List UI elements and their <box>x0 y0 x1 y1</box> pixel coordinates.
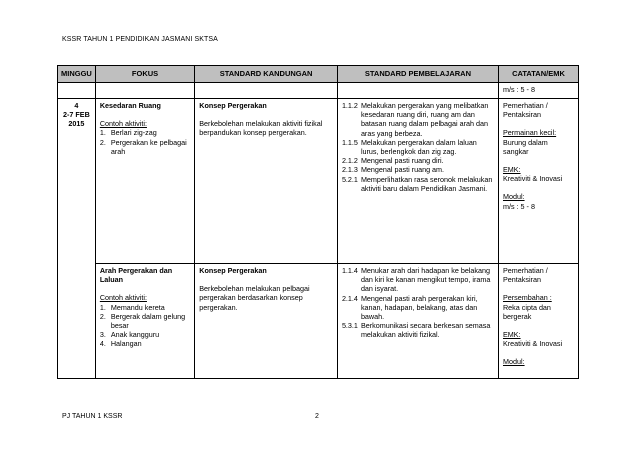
sp-item: 5.2.1 Memperlihatkan rasa seronok melakukan aktiviti baru dalam Pendidikan Jasmani. <box>341 174 493 193</box>
contoh-label: Contoh aktiviti: <box>99 119 147 129</box>
pemerhatian-text: Pemerhatian / Pentaksiran <box>502 266 548 285</box>
list-item: 1. Berlari zig-zag <box>99 128 157 138</box>
emk-text: Kreativiti & Inovasi <box>502 339 563 349</box>
cell-catatan <box>498 99 578 264</box>
emk-label: EMK: <box>502 165 521 175</box>
list-item: 2. Bergerak dalam gelung besar <box>99 311 186 331</box>
persembahan-text: Reka cipta dan bergerak <box>502 302 551 321</box>
cell-catatan <box>498 264 578 379</box>
col-minggu: MINGGU <box>58 66 96 83</box>
emk-label: EMK: <box>502 330 521 340</box>
cell-sp <box>337 83 498 99</box>
sp-item: 2.1.4 Mengenal pasti arah pergerakan kiri, kanan, hadapan, belakang, atas dan bawah. <box>341 293 478 322</box>
col-catatan: CATATAN/EMK <box>498 66 578 83</box>
fokus-title: Arah Pergerakan dan Laluan <box>99 266 173 285</box>
week-date: 2-7 FEB <box>63 110 90 120</box>
sk-text: Berkebolehan melakukan aktiviti fizikal berpandukan konsep pergerakan. <box>199 119 323 138</box>
list-item: 3. Anak kangguru <box>99 330 160 340</box>
table-row <box>58 83 579 99</box>
table-row <box>58 99 579 264</box>
cell-minggu <box>58 83 96 99</box>
cell-sk <box>195 99 338 264</box>
list-item: 4. Halangan <box>99 339 142 349</box>
permainan-text: Burung dalam sangkar <box>502 137 548 156</box>
cell-fokus <box>95 83 194 99</box>
lesson-plan-table <box>57 65 579 379</box>
sp-item: 2.1.3 Mengenal pasti ruang am. <box>341 165 445 175</box>
page-header: KSSR TAHUN 1 PENDIDIKAN JASMANI SKTSA <box>62 36 218 43</box>
sk-title: Konsep Pergerakan <box>199 266 267 275</box>
sp-item: 2.1.2 Mengenal pasti ruang diri. <box>341 156 444 166</box>
sk-title: Konsep Pergerakan <box>199 101 267 110</box>
pemerhatian-text: Pemerhatian / Pentaksiran <box>502 101 548 120</box>
list-item: 1. Memandu kereta <box>99 302 165 312</box>
cell-fokus <box>95 264 194 379</box>
page-number: 2 <box>315 413 319 420</box>
sp-item: 5.3.1 Berkomunikasi secara berkesan semasa melakukan aktiviti fizikal. <box>341 321 491 340</box>
cell-sp <box>337 99 498 264</box>
cell-catatan <box>498 83 578 99</box>
cell-fokus <box>95 99 194 264</box>
cell-minggu <box>58 99 96 379</box>
emk-text: Kreativiti & Inovasi <box>502 174 563 184</box>
sp-item: 1.1.2 Melakukan pergerakan yang melibatkan kesedaran ruang diri, ruang am dan batasan ruang dalam pelbagai arah dan aras yang berbeza. <box>341 101 489 138</box>
week-year: 2015 <box>68 119 85 129</box>
cell-sk <box>195 264 338 379</box>
sp-item: 1.1.5 Melakukan pergerakan dalam laluan lurus, berlengkok dan zig zag. <box>341 137 477 157</box>
cell-sk <box>195 83 338 99</box>
modul-value: m/s : 5 - 8 <box>502 85 535 94</box>
table-header-row <box>58 66 579 83</box>
week-number: 4 <box>74 101 79 110</box>
modul-label: Modul: <box>502 357 525 367</box>
table-row <box>58 264 579 379</box>
permainan-label: Permainan kecil: <box>502 128 557 138</box>
modul-text: m/s : 5 - 8 <box>502 201 535 211</box>
cell-sp <box>337 264 498 379</box>
page-footer: PJ TAHUN 1 KSSR <box>62 413 123 420</box>
persembahan-label: Persembahan : <box>502 293 552 303</box>
sp-item: 1.1.4 Menukar arah dari hadapan ke belakang dan kiri ke kanan mengikut tempo, irama dan isyarat. <box>341 266 491 294</box>
fokus-title: Kesedaran Ruang <box>99 101 161 110</box>
list-item: 2. Pergerakan ke pelbagai arah <box>99 137 187 156</box>
col-standard-pembelajaran: STANDARD PEMBELAJARAN <box>337 66 498 83</box>
contoh-label: Contoh aktiviti: <box>99 293 147 303</box>
sk-text: Berkebolehan melakukan pelbagai pergerakan berdasarkan konsep pergerakan. <box>199 284 310 312</box>
col-standard-kandungan: STANDARD KANDUNGAN <box>195 66 338 83</box>
col-fokus: FOKUS <box>95 66 194 83</box>
modul-label: Modul: <box>502 192 525 202</box>
